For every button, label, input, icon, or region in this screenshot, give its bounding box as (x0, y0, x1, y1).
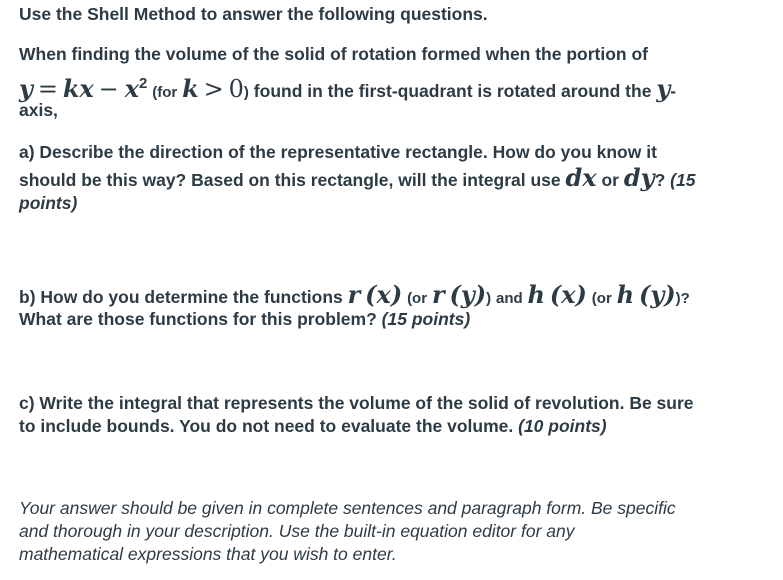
question-a-text-1: a) Describe the direction of the representative rectangle. How do you know it (19, 142, 657, 162)
close-paren-1: ) (486, 290, 492, 307)
question-c-line-2 (19, 415, 764, 438)
question-b-text-1: b) How do you determine the functions (19, 287, 343, 307)
math-r: r (347, 280, 361, 309)
axis-text: axis, (19, 100, 58, 120)
close-paren-2: )? (675, 290, 690, 307)
intro-text: Use the Shell Method to answer the following questions. (19, 4, 488, 24)
question-a-text-2: should be this way? Based on this rectangle, will the integral use (19, 170, 561, 190)
axis-variable: y (656, 74, 671, 103)
points-a-2: points) (19, 193, 78, 213)
equation-y: y (19, 74, 33, 103)
math-h-2: h (616, 280, 635, 309)
intro-heading (19, 3, 764, 26)
or-text-2: (or (591, 290, 612, 307)
question-b (19, 280, 764, 310)
equation-k: k (182, 74, 199, 103)
math-h: h (527, 280, 545, 309)
and-text: and (496, 290, 523, 307)
close-paren: ) (243, 84, 249, 101)
math-dy: dy (623, 163, 655, 192)
equation-zero: 0 (228, 75, 244, 103)
for-text: (for (152, 84, 178, 101)
math-dx: dx (565, 163, 597, 192)
question-a-line-2 (19, 163, 764, 192)
question-a-points-line (19, 192, 764, 215)
context-text-1: When finding the volume of the solid of rotation formed when the portion of (19, 44, 648, 64)
points-c: (10 points) (518, 416, 607, 436)
math-paren-x: (x) (365, 280, 403, 309)
points-b: (15 points) (381, 309, 471, 329)
equation-exponent: 2 (139, 75, 148, 92)
equation-equals: = (37, 75, 58, 103)
context-axis-line (19, 99, 764, 122)
question-b-text-2: What are those functions for this problem? (19, 309, 377, 329)
math-paren-hx: (x) (549, 280, 587, 309)
equation-x: x (124, 74, 140, 103)
instructions-line-1: Your answer should be given in complete sentences and paragraph form. Be specific (19, 498, 676, 518)
equation-kx: kx (62, 74, 94, 103)
instructions-line-2: and thorough in your description. Use the built-in equation editor for any (19, 521, 575, 541)
question-c-text-2: to include bounds. You do not need to evaluate the volume. (19, 416, 514, 436)
context-text-2: found in the first-quadrant is rotated around the (253, 81, 652, 101)
math-paren-hy: (y) (638, 280, 676, 309)
math-paren-y: (y) (449, 280, 487, 309)
answer-instructions (19, 497, 764, 566)
context-paragraph (19, 43, 764, 66)
points-a: (15 (670, 170, 696, 190)
question-c-text-1: c) Write the integral that represents the volume of the solid of revolution. Be sure (19, 393, 694, 413)
or-text: or (601, 170, 619, 190)
question-b-line-2 (19, 308, 764, 331)
math-r-2: r (431, 280, 445, 309)
equation-gt: > (203, 75, 224, 103)
or-text-1: (or (407, 290, 428, 307)
question-c (19, 392, 764, 415)
equation-minus: − (98, 75, 119, 103)
question-mark: ? (654, 170, 666, 190)
instructions-line-3: mathematical expressions that you wish to enter. (19, 544, 397, 564)
axis-hyphen: - (670, 81, 677, 101)
question-a (19, 141, 764, 164)
